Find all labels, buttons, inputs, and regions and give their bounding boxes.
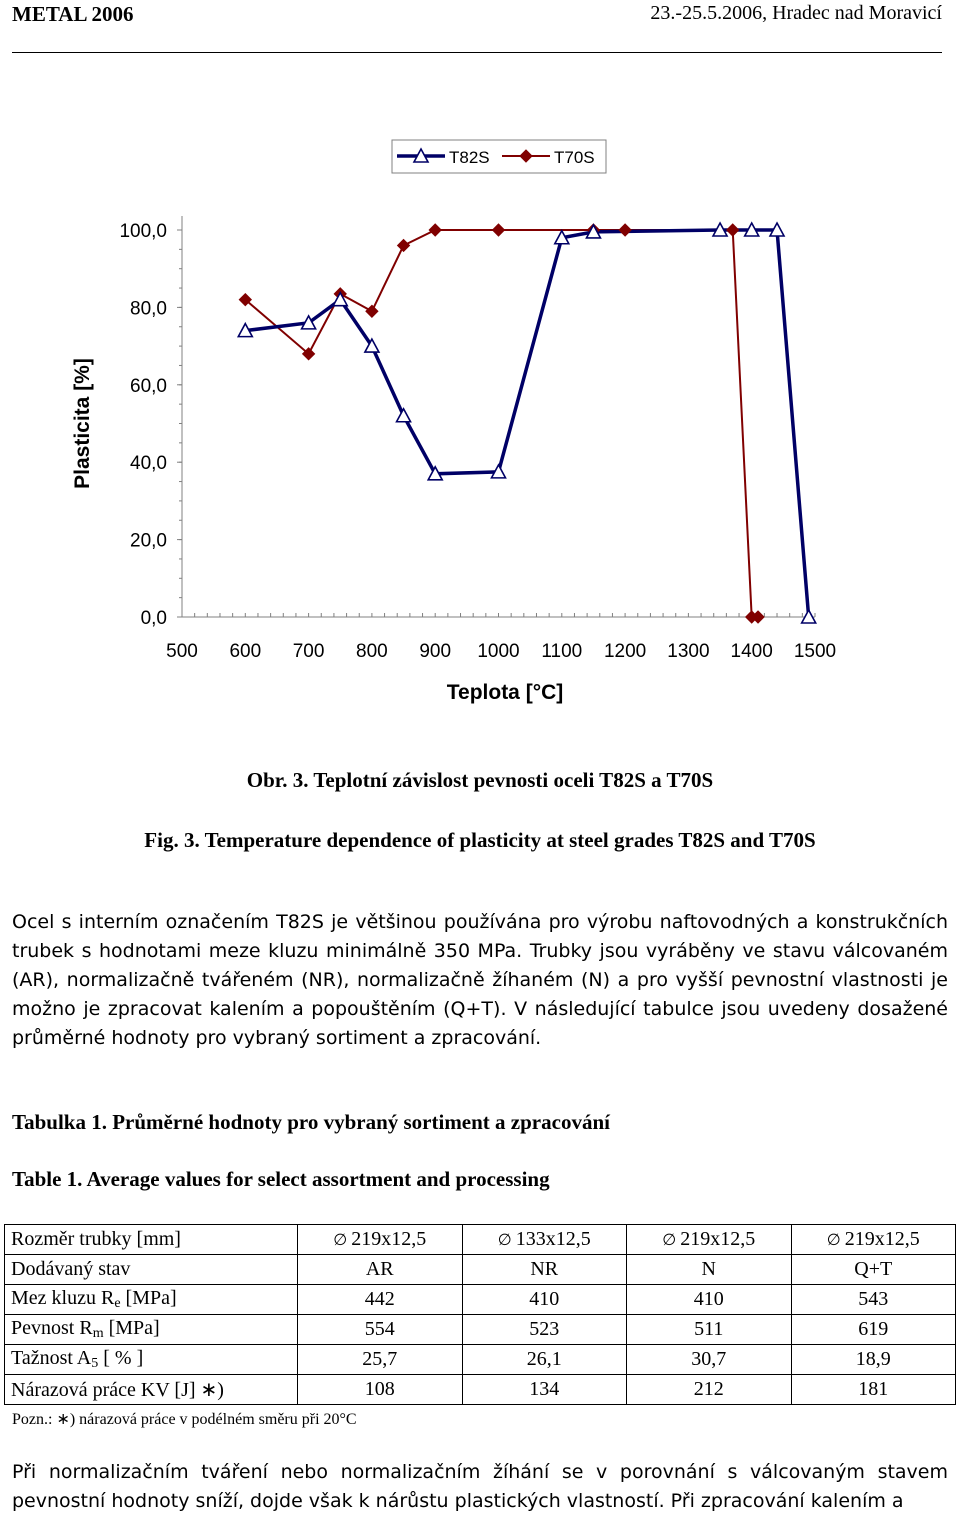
table-cell: 511 xyxy=(627,1315,792,1345)
data-point-t70s xyxy=(619,224,631,236)
data-point-t70s xyxy=(727,224,739,236)
table-cell: 181 xyxy=(791,1375,956,1405)
table-cell: 619 xyxy=(791,1315,956,1345)
table-cell: AR xyxy=(298,1255,463,1285)
paragraph-2-text: Při normalizačním tváření nebo normalizačním žíhání se v porovnání s válcovaným stavem pevnostní hodnoty sníží, dojde však k nárůstu plastických vlastností. Při zpracování kalením a xyxy=(12,1461,948,1512)
row-label: Pevnost $R_m$ [MPa] xyxy=(5,1315,298,1345)
table-caption-cz: Tabulka 1. Průměrné hodnoty pro vybraný sortiment a zpracování xyxy=(12,1110,610,1134)
table-cell: 442 xyxy=(298,1285,463,1315)
paragraph-2 xyxy=(12,1458,948,1516)
table-cell: 134 xyxy=(462,1375,627,1405)
diameter-icon: ∅ xyxy=(497,1232,516,1249)
table-cell: 30,7 xyxy=(627,1345,792,1375)
figure-caption-cz: Obr. 3. Teplotní závislost pevnosti oceli T82S a T70S xyxy=(246,768,714,792)
diameter-icon: ∅ xyxy=(826,1232,845,1249)
series-line-t70s xyxy=(245,230,758,617)
table-cell: 108 xyxy=(298,1375,463,1405)
properties-table xyxy=(4,1224,956,1405)
y-axis-title: Plasticita [%] xyxy=(71,358,94,489)
page-header xyxy=(12,0,942,30)
data-point-t82s xyxy=(397,409,411,422)
conference-name: METAL 2006 xyxy=(12,2,134,26)
data-point-t70s xyxy=(493,224,505,236)
diameter-icon: ∅ xyxy=(333,1232,352,1249)
table-cell: 410 xyxy=(462,1285,627,1315)
table-cell: 410 xyxy=(627,1285,792,1315)
x-axis-title: Teplota [°C] xyxy=(446,681,564,704)
x-tick-label: 600 xyxy=(229,641,262,662)
x-tick-label: 1300 xyxy=(667,641,710,662)
table-cell: 18,9 xyxy=(791,1345,956,1375)
diameter-icon: ∅ xyxy=(662,1232,681,1249)
table-cell: Q+T xyxy=(791,1255,956,1285)
plasticity-chart xyxy=(0,130,960,720)
y-tick-label: 40,0 xyxy=(130,453,167,475)
table-row xyxy=(5,1255,956,1285)
table-cell: ∅ 133x12,5 xyxy=(462,1225,627,1255)
figure-caption-en: Fig. 3. Temperature dependence of plasticity at steel grades T82S and T70S xyxy=(144,828,816,852)
row-label: Rozměr trubky [mm] xyxy=(5,1225,298,1255)
x-tick-label: 500 xyxy=(166,641,198,662)
x-tick-label: 1200 xyxy=(603,641,647,662)
table-cell: ∅ 219x12,5 xyxy=(791,1225,956,1255)
x-tick-label: 700 xyxy=(292,641,325,662)
x-tick-label: 800 xyxy=(356,641,388,662)
paragraph-1-text: Ocel s interním označením T82S je většinou používána pro výrobu naftovodných a konstrukčních trubek s hodnotami meze kluzu minimálně 350 MPa. Trubky jsou vyráběny ve stavu válcovaném (AR), normalizačně tvářeném (NR), normalizačně žíhaném (N) a pro vyšší pevnostní vlastnosti je možno je zpracovat kalením a popouštěním (Q+T). V následující tabulce jsou uvedeny dosažené průměrné hodnoty pro vybraný sortiment a zpracování. xyxy=(12,911,948,1049)
x-tick-label: 1000 xyxy=(477,641,520,662)
table-cell: 543 xyxy=(791,1285,956,1315)
y-tick-label: 20,0 xyxy=(130,530,167,552)
table-cell: ∅ 219x12,5 xyxy=(627,1225,792,1255)
table-cell: NR xyxy=(462,1255,627,1285)
table-cell: 523 xyxy=(462,1315,627,1345)
table-cell: ∅ 219x12,5 xyxy=(298,1225,463,1255)
table-row xyxy=(5,1225,956,1255)
table-row xyxy=(5,1345,956,1375)
legend-label-t82s: T82S xyxy=(449,148,490,167)
table-cell: 25,7 xyxy=(298,1345,463,1375)
x-tick-label: 1400 xyxy=(730,641,773,662)
table-row xyxy=(5,1375,956,1405)
table-cell: 554 xyxy=(298,1315,463,1345)
table-note: Pozn.: ∗) nárazová práce v podélném směru při 20°C xyxy=(12,1411,357,1428)
data-point-t70s xyxy=(398,239,410,251)
table-row xyxy=(5,1285,956,1315)
table-cell: 212 xyxy=(627,1375,792,1405)
paragraph-1 xyxy=(12,908,948,1053)
row-label: Nárazová práce KV [J] ∗) xyxy=(5,1375,298,1405)
table-caption-en: Table 1. Average values for select assortment and processing xyxy=(12,1167,550,1191)
conference-date-place: 23.-25.5.2006, Hradec nad Moravicí xyxy=(650,2,942,24)
table-cell: 26,1 xyxy=(462,1345,627,1375)
header-rule xyxy=(12,52,942,53)
x-tick-label: 1500 xyxy=(793,641,837,662)
y-tick-label: 80,0 xyxy=(130,298,167,320)
data-point-t70s xyxy=(366,305,378,317)
table-cell: N xyxy=(627,1255,792,1285)
x-tick-label: 900 xyxy=(419,641,452,662)
y-tick-label: 60,0 xyxy=(130,375,167,397)
series-line-t82s xyxy=(245,230,808,617)
row-label: Tažnost $A_5$ [ % ] xyxy=(5,1345,298,1375)
y-tick-label: 0,0 xyxy=(140,608,167,629)
row-label: Dodávaný stav xyxy=(5,1255,298,1285)
row-label: Mez kluzu $R_e$ [MPa] xyxy=(5,1285,298,1315)
table-row xyxy=(5,1315,956,1345)
legend-label-t70s: T70S xyxy=(554,148,595,167)
data-point-t70s xyxy=(429,224,441,236)
y-tick-label: 100,0 xyxy=(119,221,167,242)
x-tick-label: 1100 xyxy=(541,641,583,662)
